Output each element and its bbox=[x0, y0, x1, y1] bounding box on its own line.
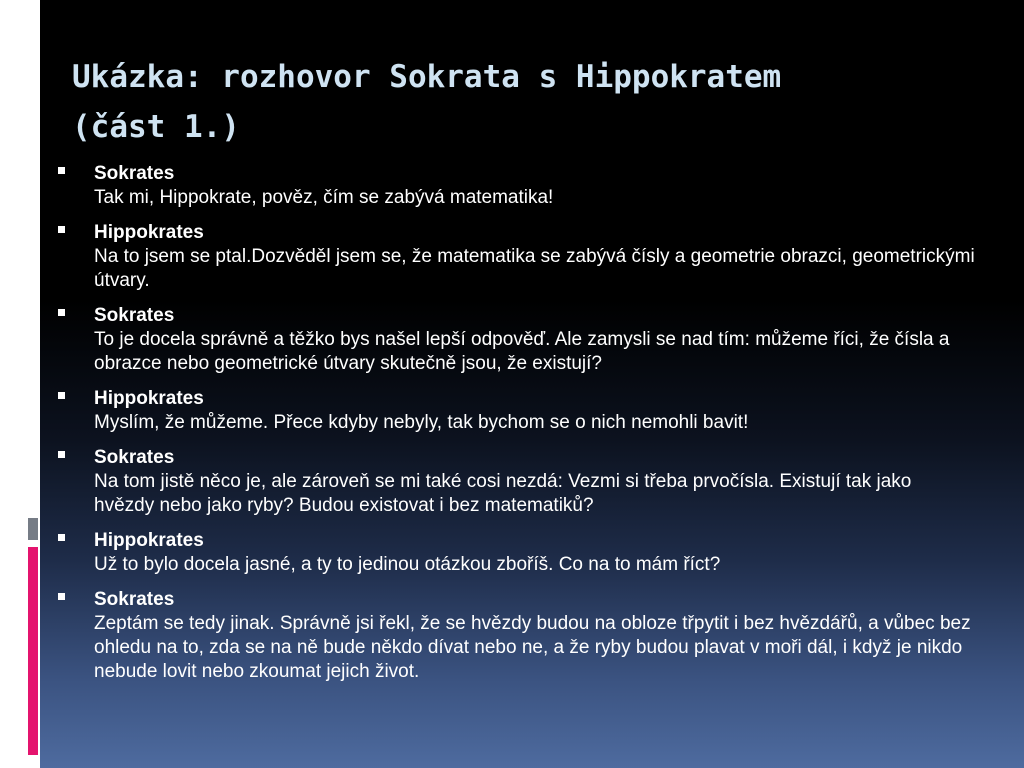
speaker-text: Na tom jistě něco je, ale zároveň se mi také cosi nezdá: Vezmi si třeba prvočísla. Existují tak jako hvězdy nebo jako ryby? Budou existovat i bez matematiků? bbox=[94, 471, 912, 516]
speaker-text: Myslím, že můžeme. Přece kdyby nebyly, tak bychom se o nich nemohli bavit! bbox=[94, 412, 749, 433]
dialogue-item bbox=[56, 446, 976, 518]
speaker-name: Hippokrates bbox=[94, 222, 204, 243]
speaker-name: Sokrates bbox=[94, 447, 175, 468]
square-bullet-icon bbox=[58, 593, 65, 600]
dialogue-item bbox=[56, 221, 976, 293]
square-bullet-icon bbox=[58, 309, 65, 316]
square-bullet-icon bbox=[58, 534, 65, 541]
slide-title-line-1: Ukázka: rozhovor Sokrata s Hippokratem bbox=[72, 59, 782, 95]
dialogue-item bbox=[56, 162, 976, 210]
dialogue-item bbox=[56, 304, 976, 376]
speaker-name: Hippokrates bbox=[94, 388, 204, 409]
speaker-name: Sokrates bbox=[94, 305, 175, 326]
slide-title-line-2: (část 1.) bbox=[72, 109, 240, 145]
speaker-text: Na to jsem se ptal.Dozvěděl jsem se, že matematika se zabývá čísly a geometrie obrazci, geometrickými útvary. bbox=[94, 246, 975, 291]
dialogue-item bbox=[56, 588, 976, 684]
speaker-text: To je docela správně a těžko bys našel lepší odpověď. Ale zamysli se nad tím: můžeme říci, že čísla a obrazce nebo geometrické útvary skutečně jsou, že existují? bbox=[94, 329, 950, 374]
dialogue-item bbox=[56, 529, 976, 577]
speaker-name: Sokrates bbox=[94, 163, 175, 184]
speaker-text: Zeptám se tedy jinak. Správně jsi řekl, že se hvězdy budou na obloze třpytit i bez hvězdářů, a vůbec bez ohledu na to, zda se na ně bude někdo dívat nebo ne, a že ryby budou plavat v moři dál, i když je nikdo nebude lovit nebo zkoumat jejich život. bbox=[94, 613, 971, 682]
speaker-text: Už to bylo docela jasné, a ty to jedinou otázkou zboříš. Co na to mám říct? bbox=[94, 554, 721, 575]
square-bullet-icon bbox=[58, 226, 65, 233]
speaker-name: Sokrates bbox=[94, 589, 175, 610]
speaker-name: Hippokrates bbox=[94, 530, 204, 551]
dialogue-list bbox=[56, 162, 976, 695]
slide-title bbox=[72, 52, 972, 152]
square-bullet-icon bbox=[58, 392, 65, 399]
speaker-text: Tak mi, Hippokrate, pověz, čím se zabývá matematika! bbox=[94, 187, 554, 208]
square-bullet-icon bbox=[58, 167, 65, 174]
pink-accent-bar bbox=[28, 547, 38, 755]
gray-accent-bar bbox=[28, 518, 38, 540]
dialogue-item bbox=[56, 387, 976, 435]
square-bullet-icon bbox=[58, 451, 65, 458]
